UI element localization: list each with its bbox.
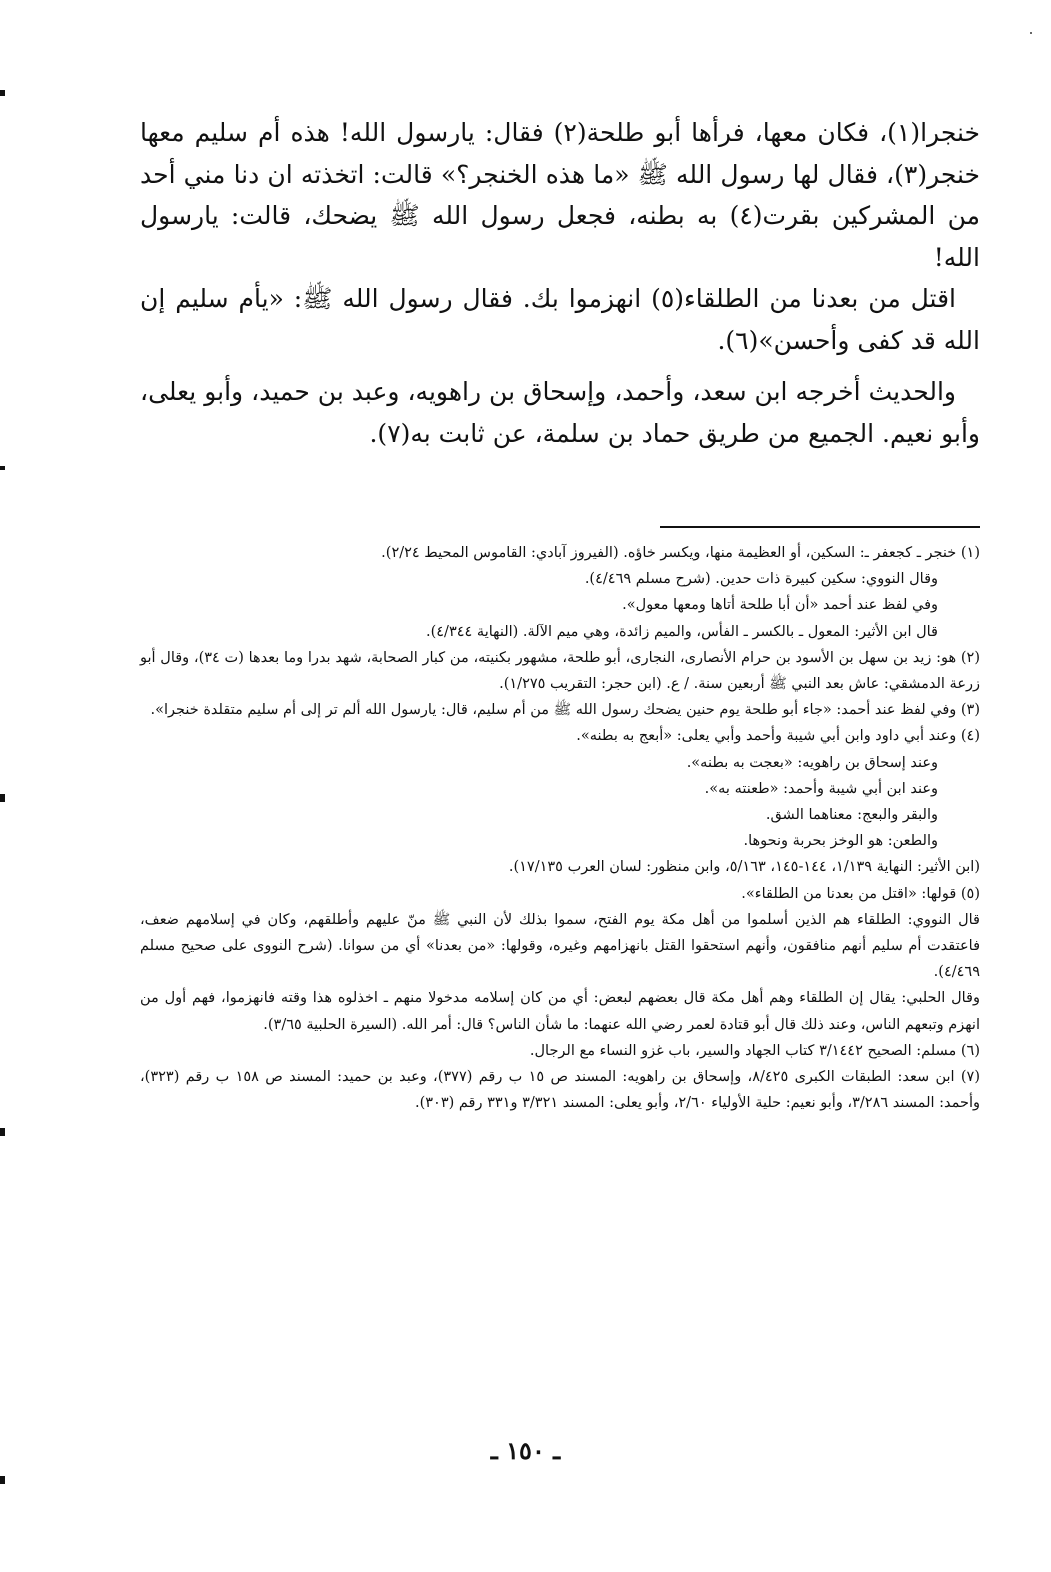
footnotes [140,540,980,1116]
footnote: قال النووي: الطلقاء هم الذين أسلموا من أهل مكة يوم الفتح، سموا بذلك لأن النبي ﷺ منّ عليهم وأطلقهم، وكان في إسلامهم ضعف، فاعتقدت أم سليم أنهم منافقون، وأنهم استحقوا القتل بانهزامهم وغيره، وقولها: «من بعدنا» أي من سوانا. (شرح النووى على صحيح مسلم ٤/٤٦٩). [140,911,980,981]
footnote: (١) خنجر ـ كجعفر ـ: السكين، أو العظيمة منها، ويكسر خاؤه. (الفيروز آبادي: القاموس المحيط ٢/٢٤). [381,545,980,561]
edge-mark [0,466,5,470]
footnote: وعند ابن أبي شيبة وأحمد: «طعنته به». [704,780,938,797]
scan-speck [1030,32,1032,34]
main-paragraph: والحديث أخرجه ابن سعد، وأحمد، وإسحاق بن راهويه، وعبد بن حميد، وأبو يعلى، وأبو نعيم. الجميع من طريق حماد بن سلمة، عن ثابت به(٧). [140,377,980,448]
footnote: (ابن الأثير: النهاية ١/١٣٩، ١٤٤-١٤٥، ٥/١٦٣، وابن منظور: لسان العرب ١٧/١٣٥). [508,859,980,876]
footnote-separator [660,526,980,528]
edge-mark [0,1476,5,1484]
footnote: (٣) وفي لفظ عند أحمد: «جاء أبو طلحة يوم حنين يضحك رسول الله ﷺ من أم سليم، قال: يارسول الله ألم تر إلى أم سليم متقلدة خنجرا». [150,702,980,719]
footnote: والطعن: هو الوخز بحربة ونحوها. [743,833,938,850]
footnote: وقال النووي: سكين كبيرة ذات حدين. (شرح مسلم ٤/٤٦٩). [584,571,938,588]
footnote: (٤) وعند أبي داود وابن أبي شيبة وأحمد وأبي يعلى: «أبعج به بطنه». [576,728,980,745]
main-paragraph: خنجرا(١)، فكان معها، فرأها أبو طلحة(٢) فقال: يارسول الله! هذه أم سليم معها خنجر(٣)، فقال لها رسول الله ﷺ «ما هذه الخنجر؟» قالت: اتخذته ان دنا مني أحد من المشركين بقرت(٤) به بطنه، فجعل رسول الله ﷺ يضحك، قالت: يارسول الله! [140,118,980,272]
footnote: وفي لفظ عند أحمد «أن أبا طلحة أتاها ومعها معول». [622,597,938,614]
edge-mark [0,1128,5,1136]
edge-mark [0,90,5,96]
footnote: وقال الحلبي: يقال إن الطلقاء وهم أهل مكة قال بعضهم لبعض: أي من كان إسلامه مدخولا منهم ـ اخذلوه هذا وقته فانهزموا، فهم أول من انهزم وتبعهم الناس، وعند ذلك قال أبو قتادة لعمر رضي الله عنهما: ما شأن الناس؟ قال: أمر الله. (السيرة الحلبية ٣/٦٥). [140,990,980,1033]
footnote: (٧) ابن سعد: الطبقات الكبرى ٨/٤٢٥، وإسحاق بن راهويه: المسند ص ١٥ ب رقم (٣٧٧)، وعبد بن حميد: المسند ص ١٥٨ ب رقم (٣٢٣)، وأحمد: المسند ٣/٢٨٦، وأبو نعيم: حلية الأولياء ٢/٦٠، وأبو يعلى: المسند ٣/٣٢١ و٣٣١ رقم (٣٠٣). [140,1069,980,1112]
footnote: (٥) قولها: «اقتل من بعدنا من الطلقاء». [741,885,980,902]
main-paragraph: اقتل من بعدنا من الطلقاء(٥) انهزموا بك. فقال رسول الله ﷺ: «يأم سليم إن الله قد كفى وأحسن»(٦). [140,284,980,355]
edge-mark [0,794,5,802]
main-text [140,112,980,454]
footnote: وعند إسحاق بن راهويه: «بعجت به بطنه». [686,754,938,771]
footnote: قال ابن الأثير: المعول ـ بالكسر ـ الفأس، والميم زائدة، وهي ميم الآلة. (النهاية ٤/٣٤٤). [425,623,938,640]
page-number: ـ ١٥٠ ـ [490,1436,561,1465]
footnote: (٦) مسلم: الصحيح ٣/١٤٤٢ كتاب الجهاد والسير، باب غزو النساء مع الرجال. [529,1042,980,1059]
footnote: والبقر والبعج: معناهما الشق. [765,807,938,824]
footnote: (٢) هو: زيد بن سهل بن الأسود بن حرام الأنصارى، النجارى، أبو طلحة، مشهور بكنيته، من كبار الصحابة، شهد بدرا وما بعدها (ت ٣٤)، وقال أبو زرعة الدمشقي: عاش بعد النبي ﷺ أربعين سنة. / ع. (ابن حجر: التقريب ١/٢٧٥). [140,649,980,693]
